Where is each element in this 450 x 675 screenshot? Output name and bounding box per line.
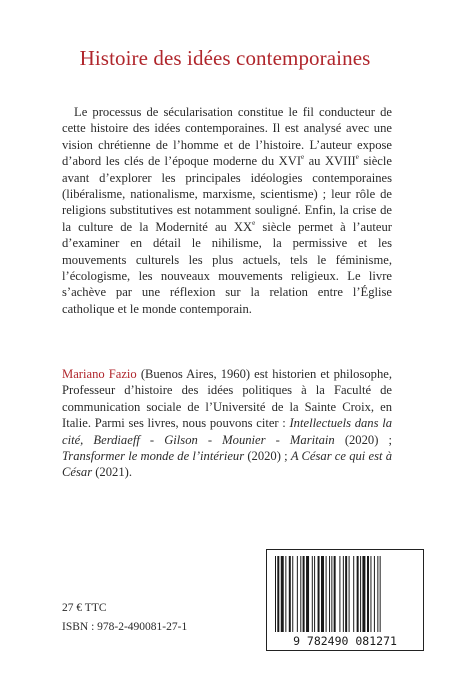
barcode-bar — [312, 556, 313, 632]
barcode-bar — [334, 556, 336, 632]
barcode-bar — [367, 556, 369, 632]
barcode-bar — [300, 556, 301, 632]
barcode-bar — [326, 556, 327, 632]
barcode-bar — [339, 556, 340, 632]
barcode-bar — [314, 556, 315, 632]
barcode-bar — [289, 556, 291, 632]
barcode-bar — [345, 556, 347, 632]
barcode-bar — [292, 556, 293, 632]
summary-text: Le processus de sécularisation constitue le fil conducteur de cette histoire des idées contemporaines. Il est analysé avec une vision chrétienne de l’homme et de l’histoire. L’auteur expose d’abord les clés de l’époque moderne du XVI — [62, 105, 392, 169]
bio-text: (Buenos Aires, 1960) est historien et philosophe, Professeur d’histoire des idées politiques à la Faculté de communication sociale de l’Université de la Sainte Croix, en Italie. Parmi ses livres, nous pouvons citer : — [62, 367, 392, 431]
barcode-bar — [353, 556, 354, 632]
barcode-bar — [297, 556, 298, 632]
superscript: e — [252, 218, 256, 227]
superscript: e — [301, 153, 305, 162]
barcode-bar — [277, 556, 279, 632]
author-bio — [62, 366, 392, 481]
barcode-bar — [285, 556, 286, 632]
barcode-bar — [362, 556, 365, 632]
barcode-bar — [306, 556, 309, 632]
barcode-bar — [357, 556, 359, 632]
book-reference: Intellectuels dans la cité, Berdiaeff - Gilson - Mounier - Maritain — [62, 416, 392, 447]
barcode-bar — [275, 556, 276, 632]
barcode-bar — [380, 556, 381, 632]
bio-text: (2020) ; — [244, 449, 291, 464]
barcode-bar — [349, 556, 350, 632]
barcode-bar — [303, 556, 305, 632]
barcode-bar — [377, 556, 378, 632]
superscript: e — [355, 153, 359, 162]
isbn-label: ISBN : 978-2-490081-27-1 — [62, 621, 188, 633]
barcode-bar — [318, 556, 320, 632]
book-reference: Transformer le monde de l’intérieur — [62, 449, 245, 464]
barcode-bar — [331, 556, 332, 632]
book-title: Histoire des idées contemporaines — [79, 46, 371, 70]
barcode-graphic — [267, 550, 423, 650]
bio-text: (2020) ; — [334, 432, 392, 447]
book-reference: A César ce qui est à César — [62, 449, 392, 480]
barcode-bar — [374, 556, 375, 632]
summary-paragraph — [62, 104, 392, 317]
author-name: Mariano Fazio — [62, 367, 137, 381]
bio-text: (2021). — [92, 465, 132, 480]
barcode-bar — [343, 556, 344, 632]
barcode — [266, 549, 424, 651]
price-label: 27 € TTC — [62, 602, 107, 614]
barcode-bar — [360, 556, 361, 632]
barcode-digits: 9 782490 081271 — [293, 634, 397, 648]
barcode-bar — [370, 556, 371, 632]
summary-text: siècle avant d’explorer les principales idéologies contemporaines (libéralisme, nationalisme, marxisme, scientisme) ; leur rôle de religions substitutives est notamment souligné. Enfin, la crise de la culture de la Modernité au XX — [62, 154, 392, 234]
summary-text: siècle permet à l’auteur d’examiner en détail le nihilisme, la permissive et les mouvements culturels les plus actuels, tels le féminisme, l’écologisme, les nouveaux mouvements religieux. Le livre s’achève par une réflexion sur la relation entre l’Église catholique et le monde contemporain. — [62, 219, 392, 316]
barcode-bar — [281, 556, 284, 632]
barcode-bar — [321, 556, 324, 632]
summary-text: au XVIII — [304, 154, 356, 169]
barcode-bar — [329, 556, 330, 632]
